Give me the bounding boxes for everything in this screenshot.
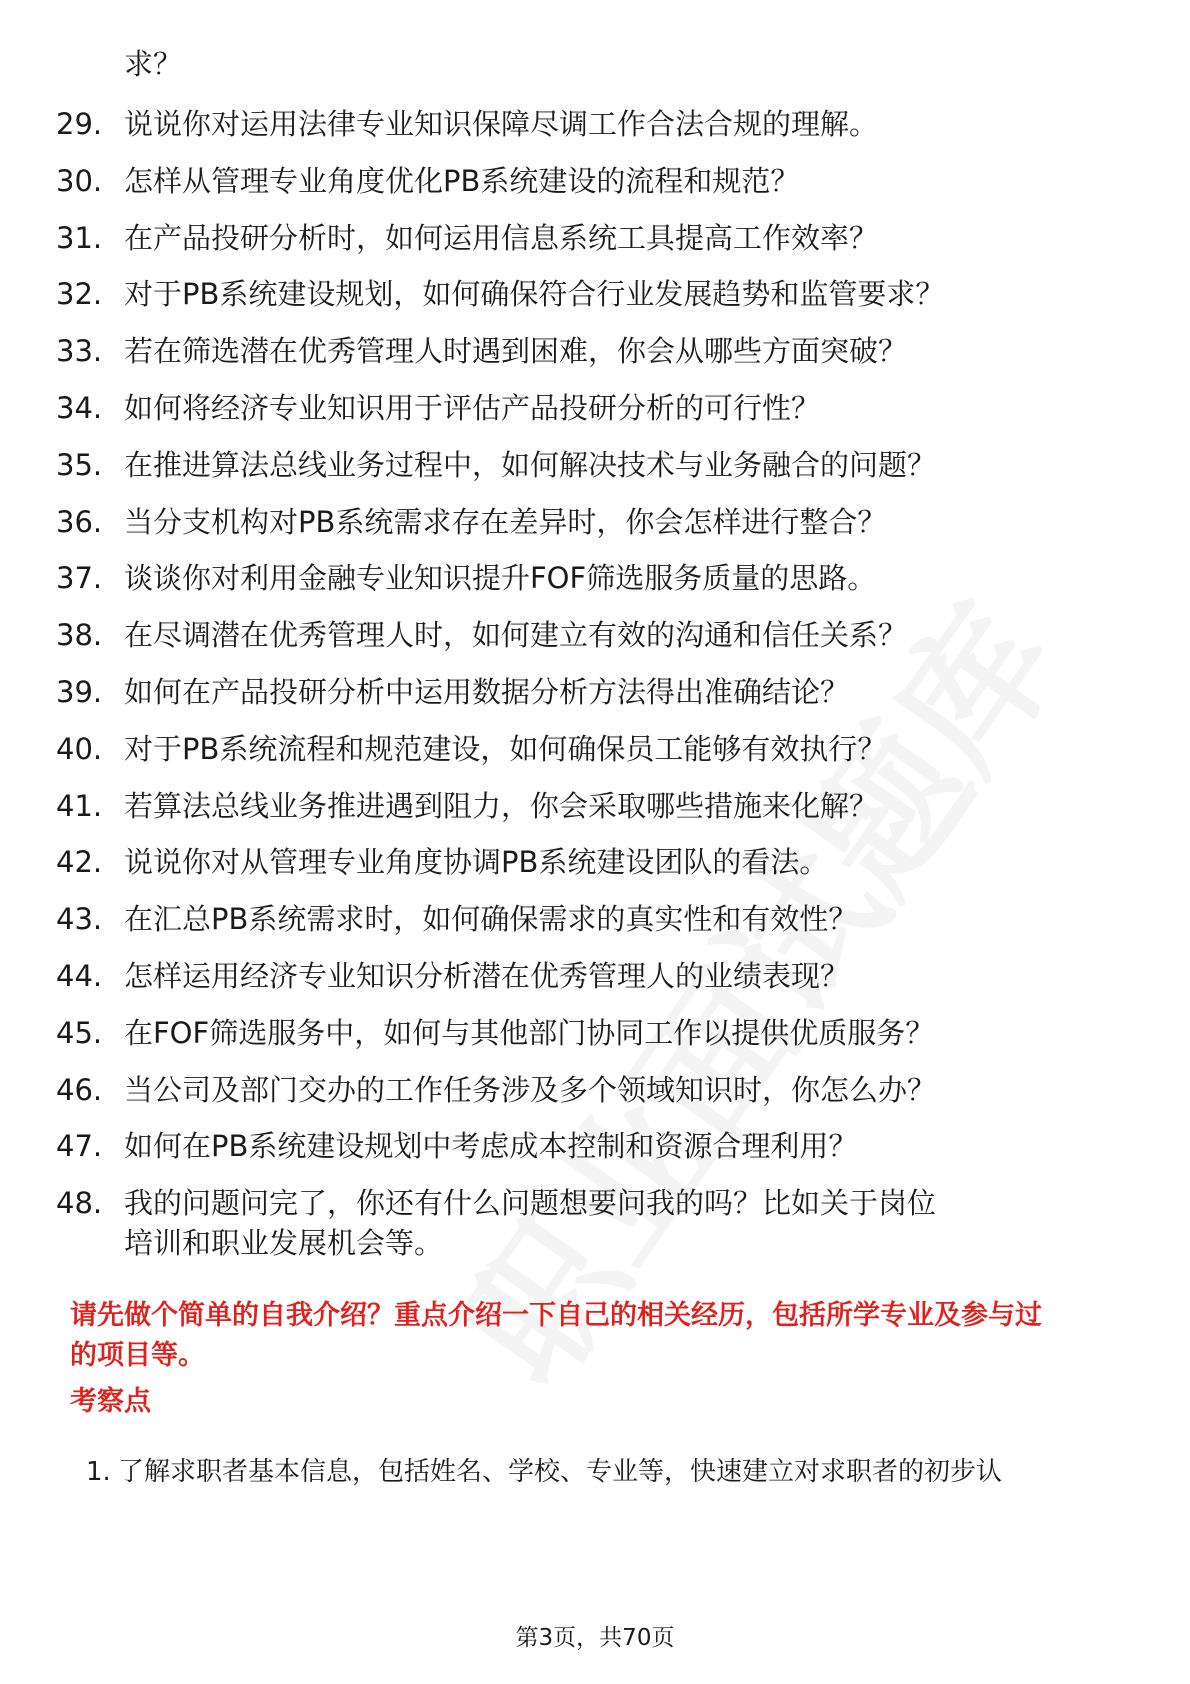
question-text: 说说你对从管理专业角度协调PB系统建设团队的看法。 (124, 845, 829, 879)
question-number: 47. (56, 1129, 103, 1163)
assessment-point-text: 了解求职者基本信息，包括姓名、学校、专业等，快速建立对求职者的初步认 (118, 1457, 1003, 1487)
question-number: 37. (56, 561, 103, 595)
question-number: 39. (56, 675, 103, 709)
question-text: 怎样运用经济专业知识分析潜在优秀管理人的业绩表现？ (124, 959, 850, 993)
assessment-point-number: 1. (86, 1457, 111, 1487)
question-text: 在产品投研分析时，如何运用信息系统工具提高工作效率？ (124, 221, 879, 255)
question-number: 33. (56, 334, 103, 368)
page-footer: 第3页，共70页 (515, 1625, 675, 1651)
question-number: 45. (56, 1016, 103, 1050)
assessment-heading: 考察点 (70, 1386, 151, 1417)
question-number: 35. (56, 448, 103, 482)
question-text: 如何在产品投研分析中运用数据分析方法得出准确结论？ (124, 675, 850, 709)
question-text: 对于PB系统流程和规范建设，如何确保员工能够有效执行？ (124, 732, 887, 766)
question-number: 43. (56, 902, 103, 936)
question-number: 42. (56, 845, 103, 879)
question-number: 31. (56, 221, 103, 255)
question-number: 38. (56, 618, 103, 652)
question-number: 36. (56, 505, 103, 539)
question-text: 如何将经济专业知识用于评估产品投研分析的可行性？ (124, 391, 821, 425)
question-text: 当公司及部门交办的工作任务涉及多个领域知识时，你怎么办？ (124, 1073, 937, 1107)
question-number: 44. (56, 959, 103, 993)
question-text-continued: 培训和职业发展机会等。 (124, 1226, 444, 1260)
question-number: 48. (56, 1186, 103, 1220)
continued-text: 求？ (124, 47, 183, 81)
question-text: 若在筛选潜在优秀管理人时遇到困难，你会从哪些方面突破？ (124, 334, 908, 368)
question-number: 29. (56, 107, 103, 141)
question-text: 怎样从管理专业角度优化PB系统建设的流程和规范？ (124, 164, 800, 198)
question-number: 30. (56, 164, 103, 198)
question-text: 当分支机构对PB系统需求存在差异时，你会怎样进行整合？ (124, 505, 887, 539)
question-number: 41. (56, 789, 103, 823)
intro-question-line-2: 的项目等。 (70, 1340, 205, 1371)
question-text: 在汇总PB系统需求时，如何确保需求的真实性和有效性？ (124, 902, 858, 936)
question-number: 40. (56, 732, 103, 766)
question-text: 在推进算法总线业务过程中，如何解决技术与业务融合的问题？ (124, 448, 937, 482)
question-number: 46. (56, 1073, 103, 1107)
question-text: 说说你对运用法律专业知识保障尽调工作合法合规的理解。 (124, 107, 879, 141)
question-text: 在FOF筛选服务中，如何与其他部门协同工作以提供优质服务？ (124, 1016, 935, 1050)
question-text: 谈谈你对利用金融专业知识提升FOF筛选服务质量的思路。 (124, 561, 877, 595)
question-text: 如何在PB系统建设规划中考虑成本控制和资源合理利用？ (124, 1129, 858, 1163)
question-text: 对于PB系统建设规划，如何确保符合行业发展趋势和监管要求？ (124, 277, 945, 311)
question-number: 34. (56, 391, 103, 425)
question-text: 若算法总线业务推进遇到阻力，你会采取哪些措施来化解？ (124, 789, 879, 823)
intro-question-line-1: 请先做个简单的自我介绍？重点介绍一下自己的相关经历，包括所学专业及参与过 (70, 1300, 1042, 1331)
question-text: 我的问题问完了，你还有什么问题想要问我的吗？比如关于岗位 (124, 1186, 937, 1220)
question-number: 32. (56, 277, 103, 311)
intro-question-heading (70, 1296, 1130, 1376)
question-text: 在尽调潜在优秀管理人时，如何建立有效的沟通和信任关系？ (124, 618, 908, 652)
